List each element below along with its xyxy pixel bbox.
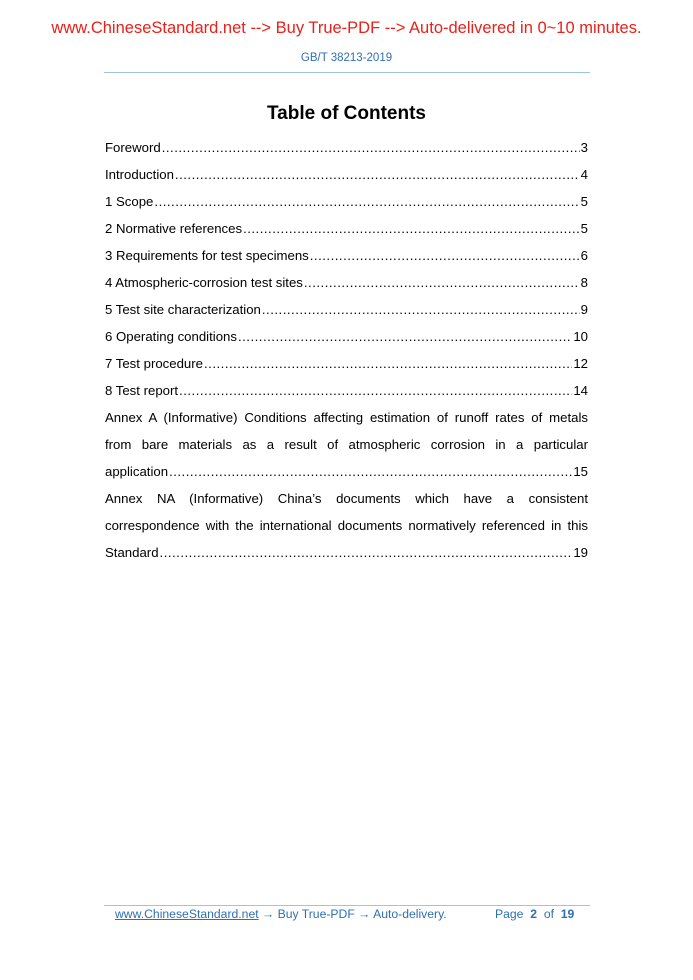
leader-dots [310,242,580,269]
toc-entry-page: 12 [573,356,588,371]
toc-entry-label: 3 Requirements for test specimens [105,248,309,263]
footer-divider [104,905,590,906]
of-word: of [543,907,554,921]
toc-entry-label-line: correspondence with the international documents normatively referenced in this [105,518,588,533]
toc-entry-foreword[interactable] [105,134,588,161]
leader-dots [162,134,580,161]
toc-entry-label: Standard [105,545,159,560]
toc-entry-test-procedure[interactable] [105,350,588,377]
toc-entry-label: 8 Test report [105,383,179,398]
page-title: Table of Contents [266,103,427,124]
toc-entry-label: application [105,464,169,479]
toc-entry-label-line: Annex A (Informative) Conditions affecting estimation of runoff rates of metals [105,410,588,425]
promo-banner[interactable]: www.ChineseStandard.net --> Buy True-PDF --> Auto-delivered in 0~10 minutes. [51,19,642,37]
toc-entry-label: Foreword [105,140,161,155]
leader-dots [160,539,573,566]
toc-entry-test-sites[interactable] [105,269,588,296]
page-current: 2 [530,907,538,921]
toc-entry-page: 9 [580,302,588,317]
toc-entry-page: 15 [573,464,588,479]
footer-promo [115,907,447,921]
leader-dots [175,161,580,188]
toc-entry-operating-conditions[interactable] [105,323,588,350]
toc-entry-label: Introduction [105,167,174,182]
header-divider [104,72,590,73]
page-total: 19 [560,907,575,921]
toc-entry-page: 6 [580,248,588,263]
toc-entry-page: 19 [573,545,588,560]
toc-entry-page: 10 [573,329,588,344]
toc-entry-label-line: Annex NA (Informative) China’s documents which have a consistent [105,491,588,506]
toc-entry-label: 4 Atmospheric-corrosion test sites [105,275,303,290]
leader-dots [243,215,580,242]
leader-dots [154,188,579,215]
toc-entry-label-line: from bare materials as a result of atmospheric corrosion in a particular [105,437,588,452]
leader-dots [179,377,572,404]
page-word: Page [495,907,524,921]
toc-entry-scope[interactable] [105,188,588,215]
document-code: GB/T 38213-2019 [300,52,393,64]
footer-link[interactable]: www.ChineseStandard.net [115,907,259,921]
toc-entry-requirements[interactable] [105,242,588,269]
table-of-contents [105,134,588,566]
toc-entry-page: 14 [573,383,588,398]
toc-entry-page: 5 [580,194,588,209]
toc-entry-page: 4 [580,167,588,182]
toc-entry-introduction[interactable] [105,161,588,188]
leader-dots [304,269,580,296]
toc-entry-normative-references[interactable] [105,215,588,242]
toc-entry-label: 1 Scope [105,194,154,209]
leader-dots [262,296,580,323]
toc-entry-characterization[interactable] [105,296,588,323]
toc-entry-test-report[interactable] [105,377,588,404]
leader-dots [238,323,572,350]
leader-dots [169,458,572,485]
toc-entry-page: 8 [580,275,588,290]
footer-promo-text: → Buy True-PDF → Auto-delivery. [258,907,447,921]
toc-entry-page: 3 [580,140,588,155]
toc-entry-label: 7 Test procedure [105,356,203,371]
page-indicator [495,907,574,921]
toc-entry-page: 5 [580,221,588,236]
toc-entry-annex-a[interactable] [105,404,588,485]
toc-entry-label: 2 Normative references [105,221,243,236]
toc-entry-annex-na[interactable] [105,485,588,566]
toc-entry-label: 5 Test site characterization [105,302,261,317]
leader-dots [204,350,572,377]
toc-entry-label: 6 Operating conditions [105,329,237,344]
